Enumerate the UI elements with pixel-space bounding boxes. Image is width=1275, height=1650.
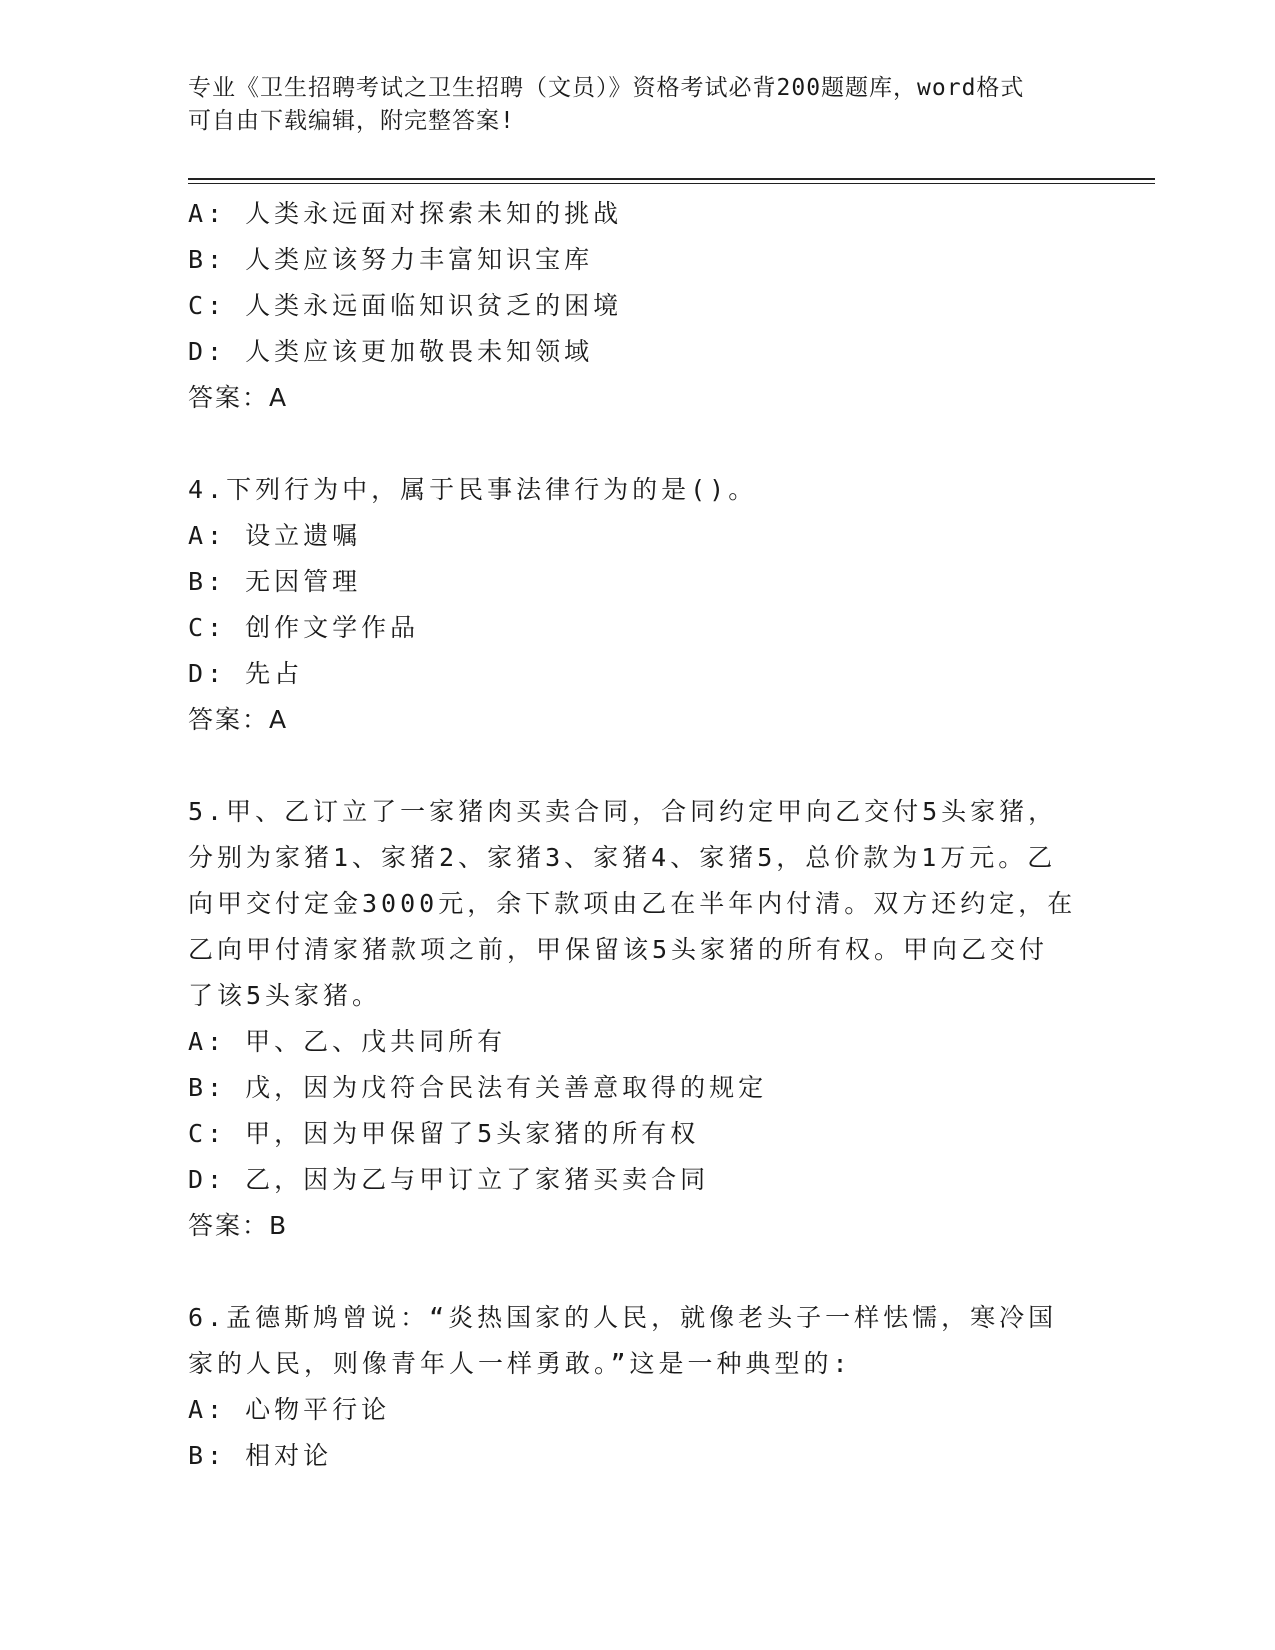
- q6-stem-line-1: 6.孟德斯鸠曾说：“炎热国家的人民，就像老头子一样怯懦，寒冷国: [188, 1303, 1058, 1332]
- q3-option-a: A: 人类永远面对探索未知的挑战: [188, 199, 623, 228]
- q4-option-d: D: 先占: [188, 659, 304, 688]
- spacer: [188, 1249, 1088, 1295]
- spacer: [188, 421, 1088, 467]
- header-title-line-2: 可自由下载编辑，附完整答案!: [188, 108, 515, 134]
- q4-stem: 4.下列行为中，属于民事法律行为的是()。: [188, 475, 758, 504]
- q5-stem-line-4: 乙向甲付清家猪款项之前，甲保留该5头家猪的所有权。甲向乙交付: [188, 935, 1049, 964]
- q5-option-d: D: 乙，因为乙与甲订立了家猪买卖合同: [188, 1165, 710, 1194]
- q3-answer: 答案：A: [188, 383, 289, 412]
- q6-stem-line-2: 家的人民，则像青年人一样勇敢。”这是一种典型的:: [188, 1349, 852, 1378]
- q5-option-a: A: 甲、乙、戊共同所有: [188, 1027, 507, 1056]
- q5-option-b: B: 戊，因为戊符合民法有关善意取得的规定: [188, 1073, 768, 1102]
- document-body: [188, 191, 1088, 1479]
- q5-stem-line-3: 向甲交付定金3000元，余下款项由乙在半年内付清。双方还约定，在: [188, 889, 1077, 918]
- q3-option-b: B: 人类应该努力丰富知识宝库: [188, 245, 594, 274]
- q4-option-a: A: 设立遗嘱: [188, 521, 362, 550]
- q6-option-b: B: 相对论: [188, 1441, 333, 1470]
- header-divider-thick: [188, 178, 1155, 180]
- spacer: [188, 743, 1088, 789]
- q4-answer: 答案：A: [188, 705, 289, 734]
- header-divider-thin: [188, 183, 1155, 184]
- q6-option-a: A: 心物平行论: [188, 1395, 391, 1424]
- q5-option-c: C: 甲，因为甲保留了5头家猪的所有权: [188, 1119, 700, 1148]
- header-title-line-1: 专业《卫生招聘考试之卫生招聘（文员）》资格考试必背200题题库，word格式: [188, 75, 1025, 101]
- q5-stem-line-2: 分别为家猪1、家猪2、家猪3、家猪4、家猪5，总价款为1万元。乙: [188, 843, 1057, 872]
- q5-answer: 答案：B: [188, 1211, 289, 1240]
- document-header: [188, 72, 1088, 138]
- q5-stem-line-1: 5.甲、乙订立了一家猪肉买卖合同，合同约定甲向乙交付5头家猪，: [188, 797, 1058, 826]
- q4-option-b: B: 无因管理: [188, 567, 362, 596]
- q5-stem-line-5: 了该5头家猪。: [188, 981, 382, 1010]
- q4-option-c: C: 创作文学作品: [188, 613, 420, 642]
- q3-option-c: C: 人类永远面临知识贫乏的困境: [188, 291, 623, 320]
- q3-option-d: D: 人类应该更加敬畏未知领域: [188, 337, 594, 366]
